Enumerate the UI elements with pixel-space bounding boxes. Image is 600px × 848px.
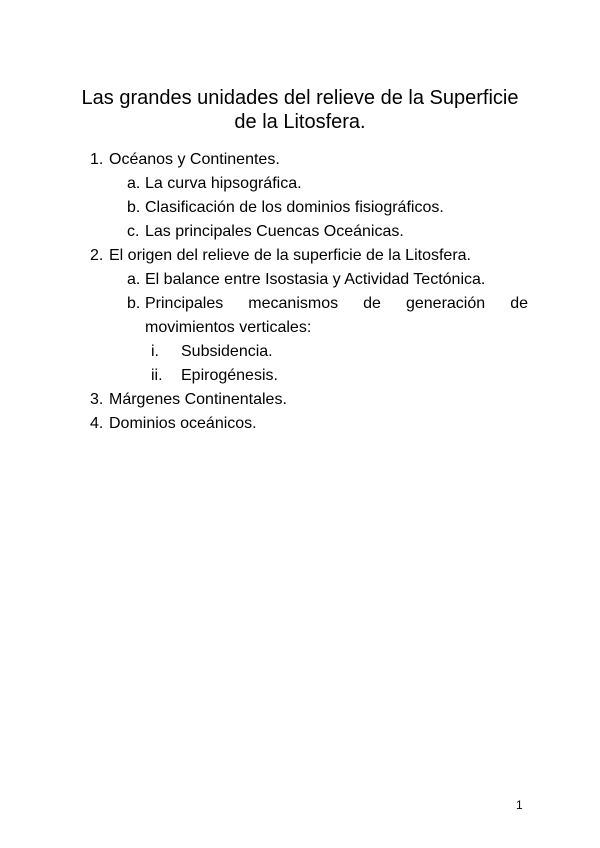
list-text: El origen del relieve de la superficie de la Litosfera. bbox=[109, 247, 471, 264]
list-text: Márgenes Continentales. bbox=[109, 391, 287, 408]
list-number: b. bbox=[127, 295, 141, 312]
list-item bbox=[90, 292, 528, 340]
list-item bbox=[90, 412, 528, 436]
list-number: b. bbox=[127, 199, 141, 216]
list-number: a. bbox=[127, 271, 141, 288]
list-item bbox=[90, 268, 528, 292]
list-number: i. bbox=[151, 343, 159, 360]
list-number: 4. bbox=[90, 415, 104, 432]
list-text: Principales mecanismos de generación de movimientos verticales: bbox=[145, 295, 528, 336]
list-item bbox=[90, 388, 528, 412]
list-number: a. bbox=[127, 175, 141, 192]
list-item bbox=[90, 172, 528, 196]
list-text: Subsidencia. bbox=[181, 343, 273, 360]
list-item bbox=[90, 340, 528, 364]
list-text: Epirogénesis. bbox=[181, 367, 278, 384]
list-text: Dominios oceánicos. bbox=[109, 415, 257, 432]
list-text: Clasificación de los dominios fisiográficos. bbox=[145, 199, 444, 216]
title-line-1: Las grandes unidades del relieve de la Superficie bbox=[81, 87, 519, 109]
title-line-2: de la Litosfera. bbox=[234, 111, 366, 133]
table-of-contents bbox=[90, 148, 528, 436]
page-number: 1 bbox=[516, 798, 523, 812]
list-item bbox=[90, 220, 528, 244]
list-item bbox=[90, 148, 528, 172]
list-item bbox=[90, 244, 528, 268]
list-text: El balance entre Isostasia y Actividad Tectónica. bbox=[145, 271, 486, 288]
list-number: 1. bbox=[90, 151, 104, 168]
list-text: Las principales Cuencas Oceánicas. bbox=[145, 223, 404, 240]
list-item bbox=[90, 364, 528, 388]
list-number: 3. bbox=[90, 391, 104, 408]
list-text: Océanos y Continentes. bbox=[109, 151, 280, 168]
list-number: 2. bbox=[90, 247, 104, 264]
list-number: ii. bbox=[151, 367, 163, 384]
list-number: c. bbox=[127, 223, 140, 240]
list-text: La curva hipsográfica. bbox=[145, 175, 302, 192]
list-item bbox=[90, 196, 528, 220]
document-title bbox=[60, 86, 540, 134]
